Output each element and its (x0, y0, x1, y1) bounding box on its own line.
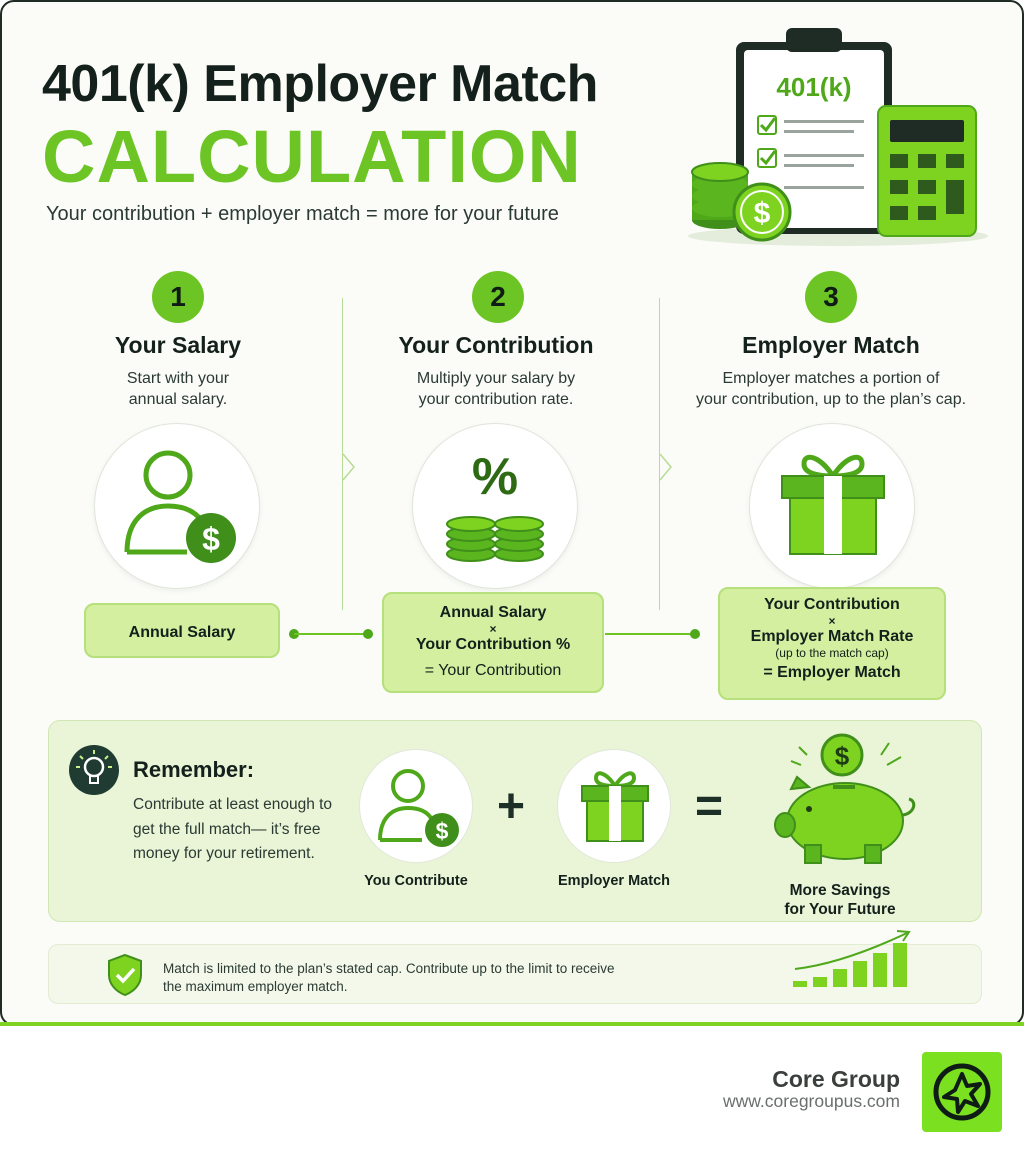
person-dollar-icon (95, 424, 261, 590)
brand-url[interactable]: www.coregroupus.com (722, 1091, 900, 1111)
step-number: 3 (805, 271, 857, 323)
you-contribute-circle (359, 749, 473, 863)
svg-text:$: $ (435, 818, 449, 844)
connector-dot (690, 629, 700, 639)
lightbulb-icon (69, 745, 119, 795)
step-description: Employer matches a portion of your contribution, up to the plan’s cap. (695, 370, 967, 408)
chevron-right-icon (342, 452, 356, 482)
svg-text:$: $ (202, 521, 220, 557)
svg-text:$: $ (753, 197, 771, 230)
step-title: Your Salary (114, 332, 242, 358)
clipboard-calculator-icon (678, 24, 998, 254)
step-description: Start with your annual salary. (126, 370, 230, 408)
step-description: Multiply your salary by your contribution rate. (416, 370, 576, 408)
person-dollar-icon (360, 750, 474, 864)
footer-divider (0, 1022, 1024, 1026)
growth-chart-icon (789, 929, 919, 991)
salary-icon-circle (94, 423, 260, 589)
percent-coins-icon (413, 424, 579, 590)
brand-logo (922, 1052, 1002, 1132)
employer-match-circle (557, 749, 671, 863)
page-title-highlight: CALCULATION (42, 115, 582, 198)
starburst-logo-icon (922, 1052, 1002, 1132)
brand-name: Core Group (772, 1066, 900, 1092)
connector-line (605, 633, 693, 635)
note-text: Match is limited to the plan’s stated cap. Contribute up to the limit to receive the maximum employer match. (163, 961, 615, 994)
piggy-bank-icon (761, 727, 931, 867)
connector-line (294, 633, 368, 635)
employer-match-label: Employer Match (558, 873, 670, 889)
page-title: 401(k) Employer Match (42, 55, 598, 113)
match-icon-circle (749, 423, 915, 589)
salary-formula-box: Annual Salary (84, 603, 280, 658)
contribution-icon-circle (412, 423, 578, 589)
shield-check-icon (105, 953, 145, 997)
step-number: 1 (152, 271, 204, 323)
more-savings-label: More Savings for Your Future (784, 882, 896, 918)
equals-sign: = (695, 780, 724, 833)
step-title: Employer Match (742, 332, 920, 358)
remember-panel (48, 720, 982, 922)
gift-icon (750, 424, 916, 590)
remember-text: Contribute at least enough to get the full match— it’s free money for your retirement. (133, 796, 333, 862)
svg-text:$: $ (834, 741, 850, 771)
contribution-formula-box: Annual Salary × Your Contribution % = Your Contribution (382, 592, 604, 693)
remember-title: Remember: (133, 757, 255, 782)
clipboard-label: 401(k) (776, 72, 852, 102)
chevron-right-icon (659, 452, 673, 482)
plus-sign: + (497, 780, 526, 833)
match-cap-note (48, 944, 982, 1004)
step-title: Your Contribution (398, 332, 594, 358)
step-number: 2 (472, 271, 524, 323)
hero-illustration (678, 24, 998, 254)
you-contribute-label: You Contribute (364, 873, 468, 889)
match-formula-box: Your Contribution × Employer Match Rate (up to the match cap) = Employer Match (718, 587, 946, 700)
gift-icon (558, 750, 672, 864)
svg-text:%: % (471, 448, 519, 506)
page-subtitle: Your contribution + employer match = more for your future (46, 203, 559, 225)
connector-dot (363, 629, 373, 639)
